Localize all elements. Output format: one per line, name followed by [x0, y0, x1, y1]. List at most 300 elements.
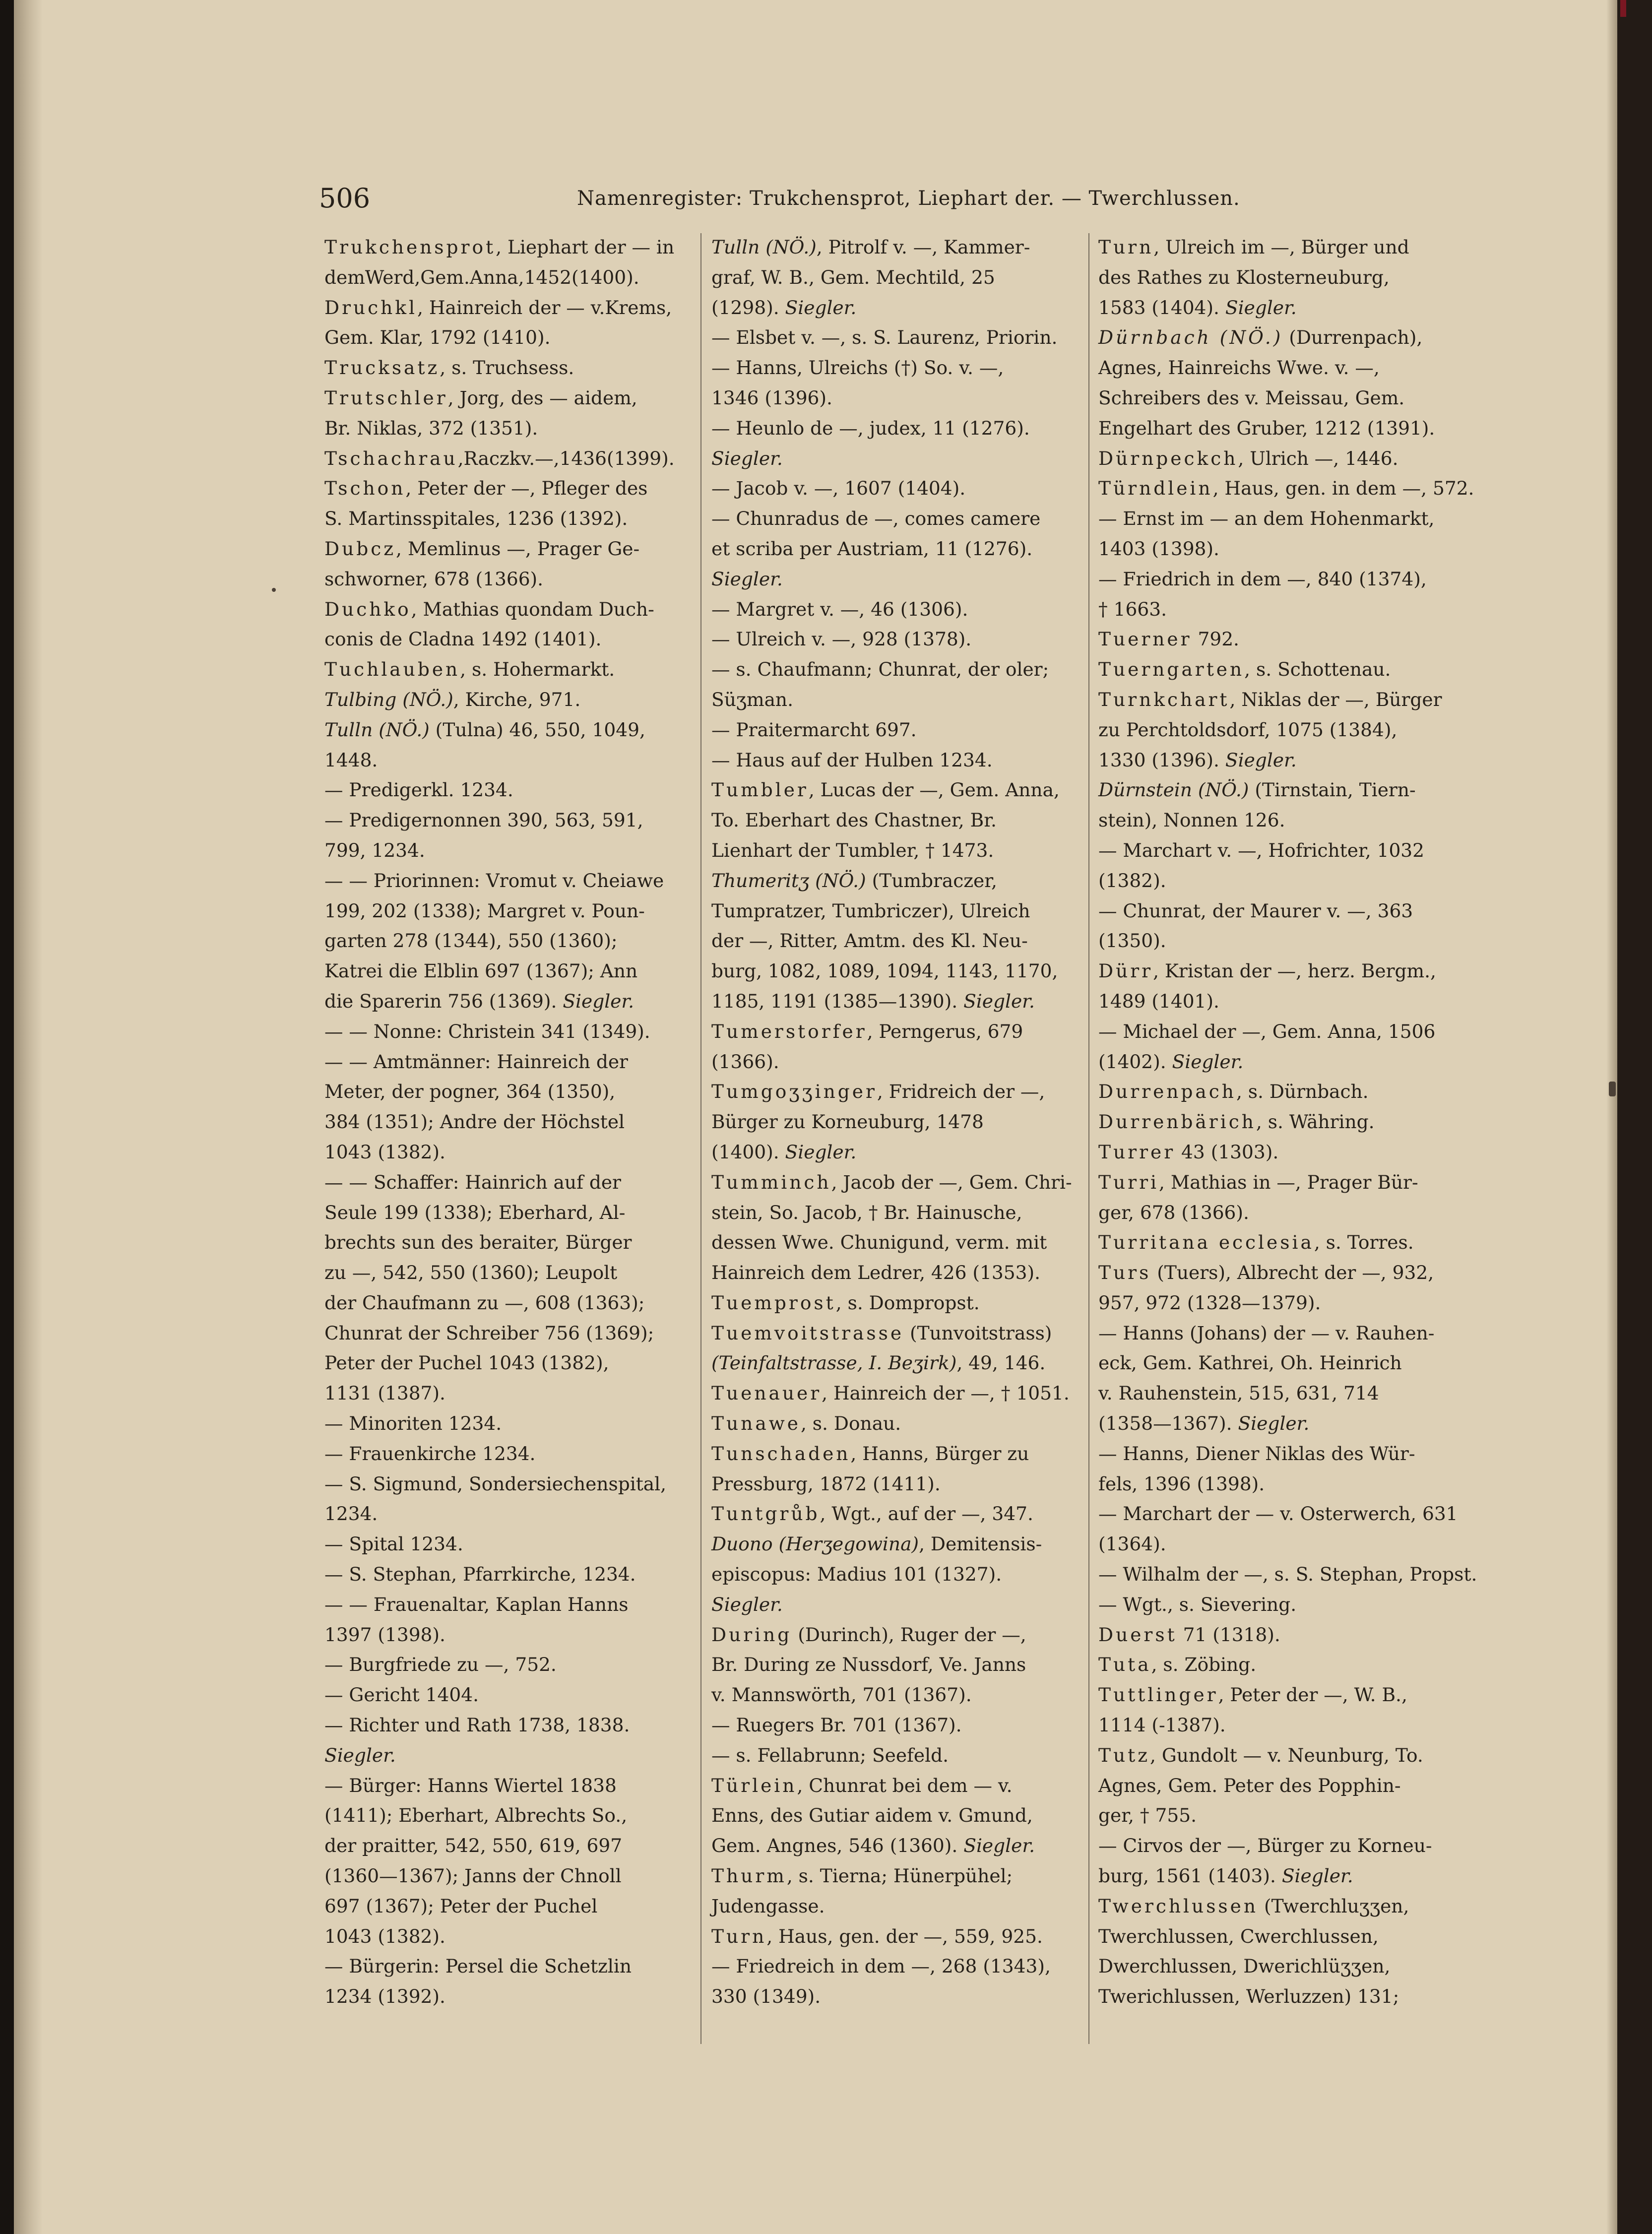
- index-line: [1098, 1710, 1461, 1740]
- index-text: — Frauenkirche 1234.: [324, 1442, 536, 1465]
- binding-shadow: [14, 0, 43, 2234]
- index-text: (1298).: [711, 296, 785, 319]
- index-text: Siegler.: [324, 1744, 396, 1766]
- index-text: 199, 202 (1338); Margret v. Poun-: [324, 899, 645, 922]
- index-line: [711, 685, 1074, 715]
- index-line: [1098, 353, 1461, 383]
- index-text: 1403 (1398).: [1098, 537, 1219, 560]
- index-line: [324, 1047, 687, 1077]
- index-line: [711, 775, 1074, 805]
- index-text: Thumeritʒ (NÖ.): [711, 869, 866, 892]
- index-line: [711, 1318, 1074, 1348]
- index-text: , s. Dompropst.: [835, 1291, 980, 1314]
- index-text: Süʒman.: [711, 688, 793, 710]
- index-text: Siegler.: [785, 296, 857, 319]
- index-text: 1043 (1382).: [324, 1141, 445, 1163]
- index-line: [324, 564, 687, 594]
- index-text: 1043 (1382).: [324, 1925, 445, 1947]
- index-text: 1330 (1396).: [1098, 749, 1225, 771]
- index-line: [711, 1288, 1074, 1318]
- index-line: [711, 1590, 1074, 1620]
- index-line: [711, 1348, 1074, 1378]
- index-text: Twerchlussen, Cwerchlussen,: [1098, 1925, 1379, 1947]
- index-headword: Turritana ecclesia: [1098, 1231, 1314, 1254]
- index-text: , Wgt., auf der —, 347.: [820, 1503, 1033, 1525]
- index-text: — — Schaffer: Hainrich auf der: [324, 1171, 621, 1193]
- index-line: [1098, 1439, 1461, 1469]
- index-text: Tumpratzer, Tumbriczer), Ulreich: [711, 899, 1030, 922]
- index-text: , s. Donau.: [800, 1412, 901, 1435]
- index-text: Dwerchlussen, Dwerichlüʒʒen,: [1098, 1955, 1391, 1978]
- index-line: [1098, 1529, 1461, 1559]
- index-text: , Ulrich —, 1446.: [1238, 447, 1398, 469]
- index-text: 1234 (1392).: [324, 1985, 445, 2008]
- index-text: 1114 (-1387).: [1098, 1714, 1226, 1736]
- index-text: , Ulreich im —, Bürger und: [1153, 236, 1409, 258]
- index-line: [324, 1348, 687, 1378]
- index-headword: Druchkl: [324, 296, 418, 319]
- index-text: Pressburg, 1872 (1411).: [711, 1472, 941, 1495]
- index-text: (Durinch), Ruger der —,: [792, 1623, 1026, 1646]
- index-headword: Dürnbach (NÖ.): [1098, 326, 1283, 349]
- index-headword: Tuemvoitstrasse: [711, 1322, 904, 1344]
- index-line: [711, 322, 1074, 353]
- index-text: (Tirnstain, Tiern-: [1249, 779, 1416, 801]
- index-text: — Elsbet v. —, s. S. Laurenz, Priorin.: [711, 326, 1058, 349]
- index-text: — Bürger: Hanns Wiertel 1838: [324, 1774, 617, 1796]
- index-line: [324, 1981, 687, 2012]
- index-text: — Hanns (Johans) der — v. Rauhen-: [1098, 1322, 1435, 1344]
- index-text: , Memlinus —, Prager Ge-: [395, 537, 640, 560]
- index-line: [711, 805, 1074, 835]
- index-headword: Dürnpeckch: [1098, 447, 1238, 469]
- index-text: — Heunlo de —, judex, 11 (1276).: [711, 417, 1030, 439]
- index-line: [1098, 473, 1474, 504]
- index-text: — Bürgerin: Persel die Schetzlin: [324, 1955, 632, 1978]
- index-text: — S. Stephan, Pfarrkirche, 1234.: [324, 1563, 636, 1586]
- index-line: [1098, 413, 1461, 444]
- index-text: 384 (1351); Andre der Höchstel: [324, 1111, 625, 1133]
- index-text: Enns, des Gutiar aidem v. Gmund,: [711, 1804, 1033, 1827]
- index-text: — s. Fellabrunn; Seefeld.: [711, 1744, 949, 1766]
- index-line: [324, 413, 687, 444]
- index-text: — Predigernonnen 390, 563, 591,: [324, 809, 643, 831]
- index-line: [1098, 1861, 1461, 1891]
- index-line: [711, 444, 1074, 474]
- index-text: — — Priorinnen: Vromut v. Cheiawe: [324, 869, 664, 892]
- index-line: [711, 1559, 1074, 1590]
- index-line: [1098, 1921, 1461, 1952]
- index-line: [324, 473, 687, 504]
- index-line: [1098, 1831, 1461, 1861]
- index-line: [324, 322, 687, 353]
- index-line: [711, 473, 1074, 504]
- index-headword: Duerst: [1098, 1623, 1177, 1646]
- index-line: [324, 1861, 687, 1891]
- index-line: [1098, 835, 1461, 866]
- index-line: [711, 1258, 1074, 1288]
- index-text: Meter, der pogner, 364 (1350),: [324, 1081, 616, 1103]
- index-line: [1098, 1318, 1461, 1348]
- index-line: [324, 956, 687, 986]
- index-line: [324, 383, 687, 413]
- index-line: [1098, 1981, 1461, 2012]
- index-text: 1397 (1398).: [324, 1623, 445, 1646]
- index-text: Dürnstein (NÖ.): [1098, 779, 1249, 801]
- index-column-left: [324, 232, 687, 2012]
- index-text: 1131 (1387).: [324, 1382, 445, 1404]
- index-line: [1098, 956, 1461, 986]
- index-text: — Wilhalm der —, s. S. Stephan, Propst.: [1098, 1563, 1477, 1586]
- index-text: ,Raczkv.—,1436(1399).: [457, 447, 675, 469]
- index-headword: Tuerngarten: [1098, 658, 1245, 681]
- index-line: [1098, 534, 1461, 564]
- index-text: , Kirche, 971.: [453, 688, 581, 710]
- index-text: Lienhart der Tumbler, † 1473.: [711, 839, 994, 861]
- index-text: 1346 (1396).: [711, 386, 832, 409]
- index-line: [324, 1469, 687, 1499]
- index-line: [324, 1771, 687, 1801]
- index-line: [1098, 1258, 1461, 1288]
- index-text: Agnes, Hainreichs Wwe. v. —,: [1098, 357, 1380, 379]
- index-text: — Gericht 1404.: [324, 1684, 479, 1706]
- index-text: der praitter, 542, 550, 619, 697: [324, 1835, 623, 1857]
- index-line: [711, 353, 1074, 383]
- index-text: Siegler.: [963, 990, 1035, 1012]
- index-text: — Predigerkl. 1234.: [324, 779, 513, 801]
- index-text: , Peter der —, W. B.,: [1218, 1684, 1407, 1706]
- index-headword: Türndlein: [1098, 477, 1213, 500]
- index-headword: Tschon: [324, 477, 406, 500]
- index-text: (Tuers), Albrecht der —, 932,: [1151, 1262, 1434, 1284]
- index-text: — — Amtmänner: Hainreich der: [324, 1050, 628, 1073]
- index-line: [324, 986, 687, 1017]
- index-text: To. Eberhart des Chastner, Br.: [711, 809, 997, 831]
- index-text: Siegler.: [711, 1593, 783, 1615]
- index-text: 792.: [1192, 628, 1239, 650]
- index-text: burg, 1561 (1403).: [1098, 1865, 1282, 1887]
- index-line: [1098, 1590, 1461, 1620]
- index-text: Siegler.: [1238, 1412, 1310, 1435]
- index-headword: Tuemprost: [711, 1291, 836, 1314]
- index-text: , s. Schottenau.: [1244, 658, 1391, 681]
- index-text: Duono (Herʒegowina): [711, 1533, 919, 1555]
- index-line: [1098, 1408, 1461, 1439]
- index-line: [1098, 926, 1461, 956]
- index-text: — Marchart der — v. Osterwerch, 631: [1098, 1503, 1458, 1525]
- index-line: [324, 353, 687, 383]
- index-text: Br. Niklas, 372 (1351).: [324, 417, 538, 439]
- index-line: [1098, 1227, 1461, 1258]
- index-text: Peter der Puchel 1043 (1382),: [324, 1352, 609, 1374]
- index-line: [711, 564, 1074, 594]
- index-line: [711, 835, 1074, 866]
- index-text: , s. Torres.: [1314, 1231, 1414, 1254]
- index-text: zu —, 542, 550 (1360); Leupolt: [324, 1262, 618, 1284]
- margin-dot: [272, 588, 276, 592]
- index-text: ger, 678 (1366).: [1098, 1201, 1249, 1223]
- index-text: 1234.: [324, 1503, 378, 1525]
- index-line: [324, 1258, 687, 1288]
- index-line: [324, 1378, 687, 1408]
- index-text: (Durrenpach),: [1283, 326, 1423, 349]
- index-text: Agnes, Gem. Peter des Popphin-: [1098, 1774, 1401, 1796]
- index-headword: Durrenbärich: [1098, 1111, 1256, 1133]
- index-text: — Friedreich in dem —, 268 (1343),: [711, 1955, 1051, 1978]
- index-line: [1098, 1951, 1461, 1981]
- index-text: — — Nonne: Christein 341 (1349).: [324, 1020, 650, 1042]
- index-text: , Chunrat bei dem — v.: [797, 1774, 1013, 1796]
- index-line: [711, 1408, 1074, 1439]
- index-line: [711, 1017, 1074, 1047]
- index-text: garten 278 (1344), 550 (1360);: [324, 930, 618, 952]
- index-line: [324, 715, 687, 745]
- index-line: [324, 1137, 687, 1167]
- index-text: eck, Gem. Kathrei, Oh. Heinrich: [1098, 1352, 1402, 1374]
- index-line: [324, 1198, 687, 1228]
- index-text: (1411); Eberhart, Albrechts So.,: [324, 1804, 628, 1827]
- index-line: [324, 1921, 687, 1952]
- index-line: [711, 715, 1074, 745]
- index-line: [711, 1921, 1074, 1952]
- index-text: Judengasse.: [711, 1895, 825, 1917]
- index-line: [1098, 322, 1461, 353]
- index-text: , Lucas der —, Gem. Anna,: [808, 779, 1060, 801]
- index-headword: Durrenpach: [1098, 1081, 1236, 1103]
- index-text: 957, 972 (1328—1379).: [1098, 1291, 1321, 1314]
- index-text: 330 (1349).: [711, 1985, 821, 2008]
- index-line: [711, 1107, 1074, 1137]
- index-text: Twerichlussen, Werluzzen) 131;: [1098, 1985, 1399, 2008]
- index-headword: Trucksatz: [324, 357, 440, 379]
- index-line: [324, 1288, 687, 1318]
- index-text: — Praitermarcht 697.: [711, 718, 917, 741]
- index-line: [1098, 896, 1461, 926]
- index-line: [324, 1891, 687, 1921]
- index-line: [324, 1167, 687, 1198]
- index-text: 799, 1234.: [324, 839, 425, 861]
- index-text: Siegler.: [711, 568, 783, 590]
- running-title: Namenregister: Trukchensprot, Liephart der. — Twerchlussen.: [577, 187, 1240, 210]
- index-text: schworner, 678 (1366).: [324, 568, 544, 590]
- index-text: der Chaufmann zu —, 608 (1363);: [324, 1291, 645, 1314]
- index-text: — Hanns, Diener Niklas des Wür-: [1098, 1442, 1415, 1465]
- index-line: [711, 594, 1074, 625]
- index-text: , Kristan der —, herz. Bergm.,: [1153, 960, 1436, 982]
- index-text: S. Martinsspitales, 1236 (1392).: [324, 508, 628, 530]
- index-line: [1098, 262, 1461, 293]
- index-text: — Minoriten 1234.: [324, 1412, 502, 1435]
- index-line: [1098, 654, 1461, 685]
- index-line: [1098, 1378, 1461, 1408]
- page-header: [319, 176, 1242, 221]
- margin-bracket-mark: [1609, 1082, 1616, 1096]
- index-line: [1098, 745, 1461, 775]
- index-line: [324, 745, 687, 775]
- index-line: [711, 1981, 1074, 2012]
- index-line: [1098, 1469, 1461, 1499]
- index-text: dessen Wwe. Chunigund, verm. mit: [711, 1231, 1047, 1254]
- index-line: [324, 232, 687, 262]
- index-line: [1098, 1107, 1461, 1137]
- index-line: [711, 926, 1074, 956]
- index-line: [1098, 1167, 1461, 1198]
- page-number: 506: [319, 183, 371, 214]
- index-text: Gem. Angnes, 546 (1360).: [711, 1835, 964, 1857]
- index-headword: During: [711, 1623, 792, 1646]
- index-line: [324, 1590, 687, 1620]
- index-text: , s. Truchsess.: [440, 357, 574, 379]
- index-text: (1382).: [1098, 869, 1166, 892]
- index-line: [324, 1710, 687, 1740]
- index-text: , Gundolt — v. Neunburg, To.: [1150, 1744, 1423, 1766]
- index-text: Siegler.: [1225, 749, 1297, 771]
- index-line: [324, 1499, 687, 1529]
- index-line: [324, 1650, 687, 1680]
- index-line: [324, 805, 687, 835]
- index-line: [1098, 1137, 1461, 1167]
- index-text: fels, 1396 (1398).: [1098, 1472, 1265, 1495]
- index-headword: Türlein: [711, 1774, 797, 1796]
- index-text: — Wgt., s. Sievering.: [1098, 1593, 1297, 1615]
- index-line: [711, 1771, 1074, 1801]
- index-line: [324, 1077, 687, 1107]
- index-line: [711, 232, 1074, 262]
- index-headword: Tutz: [1098, 1744, 1150, 1766]
- index-line: [711, 866, 1074, 896]
- index-line: [711, 956, 1074, 986]
- index-line: [711, 1620, 1074, 1650]
- index-text: 1583 (1404).: [1098, 296, 1225, 319]
- index-text: , s. Zöbing.: [1151, 1654, 1257, 1676]
- index-line: [711, 534, 1074, 564]
- index-headword: Tuttlinger: [1098, 1684, 1218, 1706]
- index-text: (1400).: [711, 1141, 785, 1163]
- index-headword: Turn: [1098, 236, 1154, 258]
- index-line: [711, 745, 1074, 775]
- index-text: v. Mannswörth, 701 (1367).: [711, 1684, 972, 1706]
- index-headword: Twerchlussen: [1098, 1895, 1259, 1917]
- index-text: , Jorg, des — aidem,: [447, 386, 637, 409]
- index-line: [711, 624, 1074, 654]
- index-text: , Peter der —, Pfleger des: [405, 477, 648, 500]
- index-text: — Cirvos der —, Bürger zu Korneu-: [1098, 1835, 1432, 1857]
- index-line: [324, 926, 687, 956]
- index-line: [324, 1680, 687, 1710]
- index-text: der —, Ritter, Amtm. des Kl. Neu-: [711, 930, 1028, 952]
- index-line: [1098, 232, 1461, 262]
- index-text: Hainreich dem Ledrer, 426 (1353).: [711, 1262, 1041, 1284]
- index-line: [324, 1620, 687, 1650]
- index-headword: Tumgoʒʒinger: [711, 1081, 877, 1103]
- index-text: stein, So. Jacob, † Br. Hainusche,: [711, 1201, 1022, 1223]
- index-headword: Dubcz: [324, 537, 396, 560]
- index-line: [324, 1529, 687, 1559]
- index-text: , Haus, gen. in dem —, 572.: [1212, 477, 1474, 500]
- index-text: die Sparerin 756 (1369).: [324, 990, 563, 1012]
- index-line: [324, 1831, 687, 1861]
- index-headword: Trutschler: [324, 386, 448, 409]
- index-text: Seule 199 (1338); Eberhard, Al-: [324, 1201, 626, 1223]
- index-text: , Liephart der — in: [496, 236, 675, 258]
- index-text: — Marchart v. —, Hofrichter, 1032: [1098, 839, 1425, 861]
- index-text: — Margret v. —, 46 (1306).: [711, 598, 968, 620]
- index-line: [1098, 594, 1461, 625]
- index-headword: Tunschaden: [711, 1442, 851, 1465]
- index-text: — Ulreich v. —, 928 (1378).: [711, 628, 972, 650]
- index-line: [711, 1951, 1074, 1981]
- index-line: [711, 1378, 1074, 1408]
- index-line: [324, 685, 687, 715]
- index-text: , s. Hohermarkt.: [460, 658, 615, 681]
- index-text: (Tunvoitstrass): [904, 1322, 1052, 1344]
- index-headword: Duchko: [324, 598, 411, 620]
- index-line: [1098, 1499, 1461, 1529]
- index-text: zu Perchtoldsdorf, 1075 (1384),: [1098, 718, 1398, 741]
- index-line: [324, 1318, 687, 1348]
- index-headword: Turrer: [1098, 1141, 1176, 1163]
- index-line: [711, 1077, 1074, 1107]
- index-text: Siegler.: [785, 1141, 857, 1163]
- index-text: — Chunrat, der Maurer v. —, 363: [1098, 899, 1413, 922]
- index-line: [711, 654, 1074, 685]
- index-text: — Richter und Rath 1738, 1838.: [324, 1714, 630, 1736]
- index-line: [711, 1800, 1074, 1831]
- index-text: — Chunradus de —, comes camere: [711, 508, 1041, 530]
- index-line: [711, 413, 1074, 444]
- index-text: — Friedrich in dem —, 840 (1374),: [1098, 568, 1427, 590]
- index-text: — — Frauenaltar, Kaplan Hanns: [324, 1593, 629, 1615]
- index-line: [1098, 564, 1461, 594]
- index-line: [711, 293, 1074, 323]
- index-text: 43 (1303).: [1175, 1141, 1279, 1163]
- index-text: Engelhart des Gruber, 1212 (1391).: [1098, 417, 1435, 439]
- index-line: [324, 504, 687, 534]
- index-line: [1098, 1650, 1461, 1680]
- index-text: et scriba per Austriam, 11 (1276).: [711, 537, 1033, 560]
- index-text: — Spital 1234.: [324, 1533, 463, 1555]
- book-cover-edge: [1617, 0, 1652, 2234]
- index-text: ger, † 755.: [1098, 1804, 1197, 1827]
- index-line: [324, 534, 687, 564]
- index-line: [324, 594, 687, 625]
- index-headword: Tuenauer: [711, 1382, 822, 1404]
- index-headword: Dürr: [1098, 960, 1153, 982]
- index-line: [324, 835, 687, 866]
- index-text: (Twerchluʒʒen,: [1258, 1895, 1409, 1917]
- index-line: [711, 504, 1074, 534]
- index-line: [711, 986, 1074, 1017]
- index-headword: Tumerstorfer: [711, 1020, 867, 1042]
- index-text: Siegler.: [1172, 1050, 1244, 1073]
- index-line: [1098, 685, 1461, 715]
- index-text: Chunrat der Schreiber 756 (1369);: [324, 1322, 654, 1344]
- index-line: [1098, 1077, 1461, 1107]
- index-text: Siegler.: [963, 1835, 1035, 1857]
- index-text: Katrei die Elblin 697 (1367); Ann: [324, 960, 638, 982]
- index-line: [711, 1891, 1074, 1921]
- index-line: [324, 1408, 687, 1439]
- index-text: , Haus, gen. der —, 559, 925.: [766, 1925, 1043, 1947]
- index-headword: Turri: [1098, 1171, 1159, 1193]
- index-text: (1350).: [1098, 930, 1166, 952]
- index-line: [711, 1198, 1074, 1228]
- index-line: [1098, 805, 1461, 835]
- index-headword: Tuerner: [1098, 628, 1192, 650]
- index-text: — s. Chaufmann; Chunrat, der oler;: [711, 658, 1049, 681]
- index-text: (Tulna) 46, 550, 1049,: [429, 718, 645, 741]
- index-text: , s. Währing.: [1256, 1111, 1375, 1133]
